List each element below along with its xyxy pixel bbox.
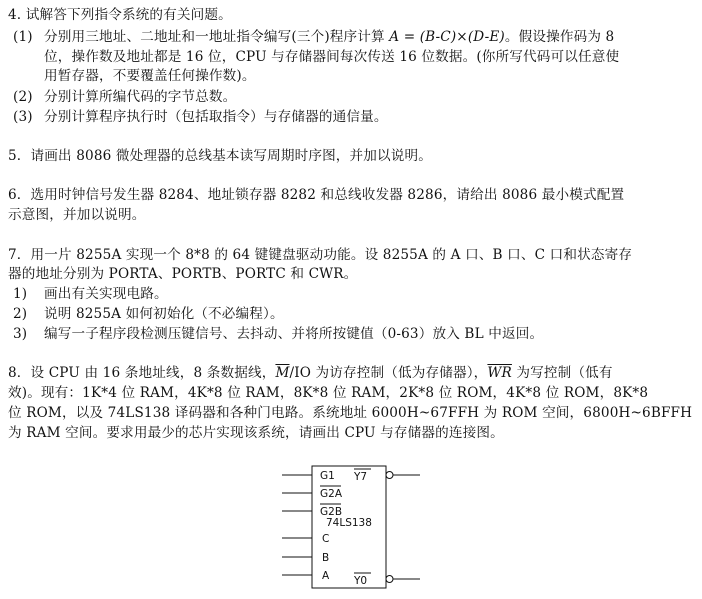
q8-line1-mio-rest: /IO 为访存控制（低为存储器）， <box>289 365 488 381</box>
q4-item3-number: (3) <box>13 109 33 125</box>
label-g1: G1 <box>320 470 335 482</box>
q7-item2-number: 2) <box>13 306 28 322</box>
label-a: A <box>322 570 330 582</box>
q4-item1-line2: 位，操作数及地址都是 16 位，CPU 与存储器间每次传送 16 位数据。(你所写代码可以任意使 <box>44 49 620 65</box>
q6-line2: 示意图，并加以说明。 <box>8 207 146 223</box>
q8-mio-signal: $\overline{M}$ <box>275 365 290 381</box>
label-y7: Y7 <box>354 471 368 483</box>
q4-item1-text-pre: 分别用三地址、二地址和一地址指令编写(三个)程序计算 <box>44 29 385 45</box>
q4-title: 4. 试解答下列指令系统的有关问题。 <box>8 7 232 23</box>
q8-line2: 效)。现有：1K*4 位 RAM，4K*8 位 RAM，8K*8 位 RAM，2K*8 位 ROM，4K*8 位 ROM，8K*8 <box>8 385 649 401</box>
q4-item2-text: 分别计算所编代码的字节总数。 <box>44 89 237 105</box>
label-chip-name: 74LS138 <box>326 517 372 529</box>
q4-item1-line1 <box>44 28 614 46</box>
q8-line1 <box>8 364 613 382</box>
label-y0: Y0 <box>354 575 368 587</box>
q7-item1-text: 画出有关实现电路。 <box>44 286 168 302</box>
q8-line1-part-b: 为写控制（低有 <box>511 365 613 381</box>
q4-item2-number: (2) <box>13 89 33 105</box>
q4-item1-text-post: 。假设操作码为 8 <box>504 29 615 45</box>
label-g2a: G2A <box>320 488 342 500</box>
q7-line2: 器的地址分别为 PORTA、PORTB、PORTC 和 CWR。 <box>8 266 358 282</box>
decoder-74ls138-diagram <box>270 462 430 592</box>
q6-line1: 6．选用时钟信号发生器 8284、地址锁存器 8282 和总线收发器 8286，请给出 8086 最小模式配置 <box>8 187 625 203</box>
q8-line3: 位 ROM，以及 74LS138 译码器和各种门电路。系统地址 6000H~67FFH 为 ROM 空间，6800H~6BFFH <box>8 405 693 421</box>
q4-item1-number: (1) <box>13 29 33 45</box>
label-g2b: G2B <box>320 506 343 518</box>
q8-wr-signal: $\overline{WR}$ <box>487 365 512 381</box>
q7-item3-number: 3) <box>13 326 28 342</box>
y7-bubble <box>386 472 393 479</box>
q4-item3-text: 分别计算程序执行时（包括取指令）与存储器的通信量。 <box>44 109 388 125</box>
q7-item2-text: 说明 8255A 如何初始化（不必编程）。 <box>44 306 284 322</box>
q8-line1-part-a: 8．设 CPU 由 16 条地址线，8 条数据线， <box>8 365 276 381</box>
q4-item1-line3: 用暂存器，不要覆盖任何操作数)。 <box>44 68 256 84</box>
y0-bubble <box>386 576 393 583</box>
q5-text: 5．请画出 8086 微处理器的总线基本读写周期时序图，并加以说明。 <box>8 148 433 164</box>
q8-line4: 为 RAM 空间。要求用最少的芯片实现该系统，请画出 CPU 与存储器的连接图。 <box>8 425 504 441</box>
label-b: B <box>322 552 330 564</box>
label-c: C <box>322 533 330 545</box>
q7-line1: 7．用一片 8255A 实现一个 8*8 的 64 键键盘驱动功能。设 8255A 的 A 口、B 口、C 口和状态寄存 <box>8 247 633 263</box>
q7-item3-text: 编写一子程序段检测压键信号、去抖动、并将所按键值（0-63）放入 BL 中返回。 <box>44 326 544 342</box>
q4-formula: A = (B-C)×(D-E) <box>389 29 505 45</box>
q7-item1-number: 1) <box>13 286 28 302</box>
